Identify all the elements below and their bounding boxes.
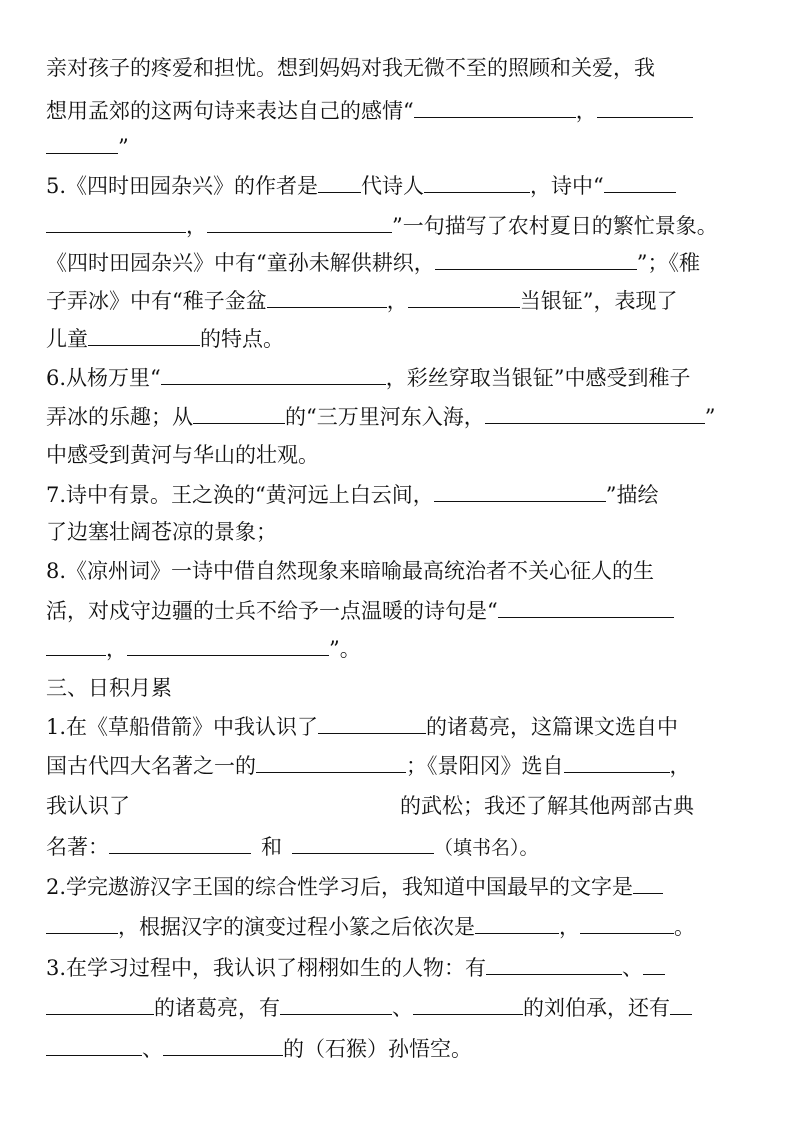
answer-blank[interactable] <box>475 911 559 934</box>
answer-blank[interactable] <box>633 871 663 894</box>
text-segment: 想用孟郊的这两句诗来表达自己的感情“ <box>46 99 414 123</box>
answer-blank[interactable] <box>46 210 186 233</box>
text-segment: ， <box>559 915 580 939</box>
text-segment: 的“三万里河东入海， <box>285 405 485 429</box>
answer-blank[interactable] <box>564 750 670 773</box>
text-line <box>46 992 692 1022</box>
answer-blank[interactable] <box>207 210 392 233</box>
answer-blank[interactable] <box>46 131 118 154</box>
answer-blank[interactable] <box>424 170 530 193</box>
text-line <box>46 831 539 861</box>
text-segment: ，诗中“ <box>530 174 604 198</box>
text-segment: 的（石猴）孙悟空。 <box>283 1037 472 1061</box>
section-title: 三、日积月累 <box>46 676 172 700</box>
text-segment: ， <box>669 754 691 778</box>
text-segment: 的诸葛亮，有 <box>154 996 280 1020</box>
text-segment: 的诸葛亮，这篇课文选自中 <box>426 715 679 739</box>
text-line <box>46 95 693 125</box>
question-2-line <box>46 871 663 901</box>
text-segment: ”描绘 <box>605 483 659 507</box>
answer-blank[interactable] <box>643 952 665 975</box>
answer-blank[interactable] <box>46 911 118 934</box>
text-segment: ，根据汉字的演变过程小篆之后依次是 <box>118 915 475 939</box>
text-line <box>46 595 674 625</box>
text-segment: ” <box>704 405 716 429</box>
answer-blank[interactable] <box>256 750 406 773</box>
text-segment: ， <box>575 99 597 123</box>
question-8-line <box>46 556 654 586</box>
text-segment: 。 <box>674 915 695 939</box>
question-6-line <box>46 362 691 392</box>
text-segment: 8.《凉州词》一诗中借自然现象来暗喻最高统治者不关心征人的生 <box>46 559 655 583</box>
text-segment: 亲对孩子的疼爱和担忧。想到妈妈对我无微不至的照顾和关爱，我 <box>46 56 655 80</box>
text-segment: ， <box>186 214 207 238</box>
answer-blank[interactable] <box>485 401 705 424</box>
text-segment: 弄冰的乐趣；从 <box>46 405 193 429</box>
text-line <box>46 285 678 315</box>
answer-blank[interactable] <box>414 95 576 118</box>
section-heading <box>46 673 172 703</box>
text-segment: 代诗人 <box>361 174 425 198</box>
text-line <box>46 517 277 547</box>
text-segment: 的刘伯承，还有 <box>523 996 670 1020</box>
text-segment: 儿童 <box>46 327 88 351</box>
answer-blank[interactable] <box>435 247 637 270</box>
text-segment: 国古代四大名著之一的 <box>46 754 256 778</box>
text-segment: 了边塞壮阔苍凉的景象； <box>46 520 277 544</box>
answer-blank[interactable] <box>580 911 674 934</box>
text-line <box>46 131 129 161</box>
text-segment: 、 <box>392 996 413 1020</box>
text-segment: 和 <box>261 835 282 859</box>
text-line <box>46 750 691 780</box>
answer-blank[interactable] <box>434 479 606 502</box>
text-segment: ”；《稚 <box>636 251 700 275</box>
answer-blank[interactable] <box>161 362 386 385</box>
question-3-line <box>46 952 665 982</box>
answer-blank[interactable] <box>163 1033 283 1056</box>
text-line <box>46 791 694 821</box>
text-segment: ；《景阳冈》选自 <box>406 754 564 778</box>
text-segment: 、 <box>622 956 644 980</box>
text-line <box>46 911 695 941</box>
text-segment: 当银钲”，表现了 <box>519 289 678 313</box>
answer-blank[interactable] <box>604 170 676 193</box>
text-line <box>46 53 655 83</box>
text-segment: 的特点。 <box>200 327 284 351</box>
answer-blank[interactable] <box>46 633 106 656</box>
text-segment: 6.从杨万里“ <box>46 366 161 390</box>
answer-blank[interactable] <box>318 170 361 193</box>
text-segment: ， <box>106 637 127 661</box>
text-line <box>46 401 716 431</box>
answer-blank[interactable] <box>280 992 392 1015</box>
text-segment: ”一句描写了农村夏日的繁忙景象。 <box>392 214 718 238</box>
question-1-line <box>46 711 678 741</box>
answer-blank[interactable] <box>109 831 251 854</box>
text-segment: 名著： <box>46 835 109 859</box>
text-segment: 3.在学习过程中，我认识了栩栩如生的人物：有 <box>46 956 487 980</box>
answer-blank[interactable] <box>267 285 387 308</box>
text-segment: 《四时田园杂兴》中有“童孙未解供耕织， <box>46 251 435 275</box>
text-segment: ” <box>118 135 129 159</box>
answer-blank[interactable] <box>46 992 154 1015</box>
text-segment: 5.《四时田园杂兴》的作者是 <box>46 174 319 198</box>
answer-blank[interactable] <box>318 711 426 734</box>
answer-blank[interactable] <box>193 401 285 424</box>
text-segment: ，彩丝穿取当银钲”中感受到稚子 <box>385 366 691 390</box>
text-segment: 7.诗中有景。王之涣的“黄河远上白云间， <box>46 483 434 507</box>
text-segment: 2.学完遨游汉字王国的综合性学习后，我知道中国最早的文字是 <box>46 875 634 899</box>
text-segment: 、 <box>142 1037 163 1061</box>
text-segment: 我认识了 <box>46 794 130 818</box>
text-line <box>46 440 319 470</box>
text-segment: 子弄冰》中有“稚子金盆 <box>46 289 267 313</box>
text-line <box>46 323 284 353</box>
question-7-line <box>46 479 659 509</box>
answer-blank[interactable] <box>88 323 200 346</box>
answer-blank[interactable] <box>408 285 520 308</box>
question-5-line <box>46 170 676 200</box>
answer-blank[interactable] <box>127 633 329 656</box>
text-line <box>46 633 361 663</box>
answer-blank[interactable] <box>670 992 692 1015</box>
answer-blank[interactable] <box>498 595 674 618</box>
text-line <box>46 210 718 240</box>
text-segment: 中感受到黄河与华山的壮观。 <box>46 443 319 467</box>
answer-blank[interactable] <box>597 95 693 118</box>
text-segment: （填书名）。 <box>434 837 539 859</box>
answer-blank[interactable] <box>413 992 523 1015</box>
text-segment: ， <box>386 289 408 313</box>
answer-blank[interactable] <box>292 831 434 854</box>
answer-blank[interactable] <box>486 952 622 975</box>
text-line <box>46 247 700 277</box>
answer-blank[interactable] <box>46 1033 142 1056</box>
text-segment: 活，对戍守边疆的士兵不给予一点温暖的诗句是“ <box>46 599 498 623</box>
text-segment: 1.在《草船借箭》中我认识了 <box>46 715 319 739</box>
text-line <box>46 1033 472 1063</box>
text-segment: ”。 <box>329 637 361 661</box>
text-segment: 的武松；我还了解其他两部古典 <box>400 794 694 818</box>
